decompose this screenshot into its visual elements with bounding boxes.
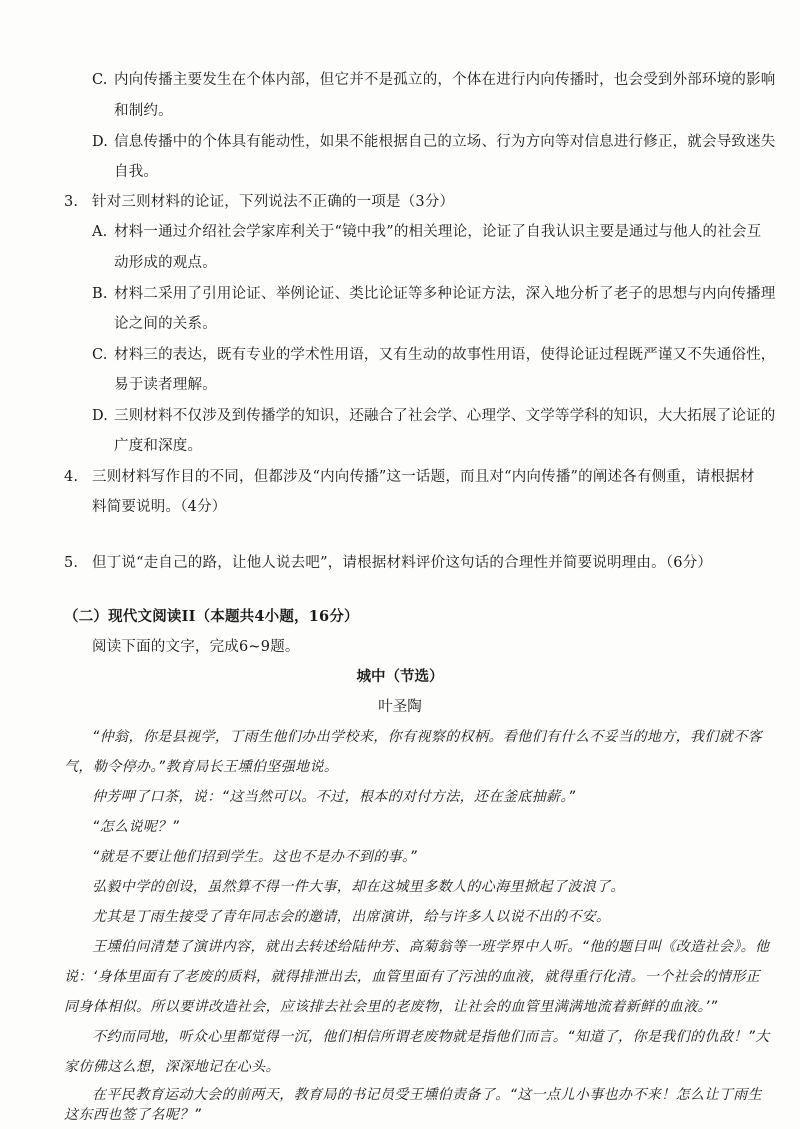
passage-line: 弘毅中学的创设，虽然算不得一件大事，却在这城里多数人的心海里掀起了波浪了。 (92, 879, 625, 895)
passage-author: 叶圣陶 (378, 699, 422, 715)
q4-stem (64, 467, 755, 487)
option-label: A. (92, 224, 108, 240)
passage-line: 不约而同地，听众心里都觉得一沉，他们相信所谓老废物就是指他们而言。“知道了，你是我们的仇敌！”大 (92, 1029, 770, 1045)
section-instruction: 阅读下面的文字，完成6~9题。 (92, 639, 300, 655)
passage-line: 尤其是丁雨生接受了青年同志会的邀请，出席演讲，给与许多人以说不出的不安。 (92, 909, 611, 925)
q3-option-a-cont: 动形成的观点。 (114, 255, 217, 271)
q4-stem-cont: 料简要说明。（4分） (92, 499, 227, 515)
option-text: 材料三的表达，既有专业的学术性用语，又有生动的故事性用语，使得论证过程既严谨又不失通俗性， (114, 347, 776, 363)
q5-stem (64, 553, 712, 573)
q3-option-d (92, 406, 776, 426)
q2-option-d (92, 132, 776, 152)
q3-option-d-cont: 广度和深度。 (114, 438, 203, 454)
question-text: 三则材料写作目的不同，但都涉及“内向传播”这一话题，而且对“内向传播”的阐述各有侧重，请根据材 (92, 469, 755, 485)
option-text: 信息传播中的个体具有能动性，如果不能根据自己的立场、行为方向等对信息进行修正，就会导致迷失 (114, 134, 776, 150)
q3-option-b-cont: 论之间的关系。 (114, 316, 217, 332)
q3-option-c (92, 345, 776, 365)
option-label: B. (92, 286, 108, 302)
passage-line: 家仿佛这么想，深深地记在心头。 (64, 1059, 280, 1075)
q3-option-b (92, 284, 776, 304)
passage-line: “怎么说呢？” (92, 819, 180, 835)
q3-option-c-cont: 易于读者理解。 (114, 377, 217, 393)
question-text: 但丁说“走自己的路，让他人说去吧”，请根据材料评价这句话的合理性并简要说明理由。（6分） (92, 555, 713, 571)
question-number: 5. (64, 555, 79, 571)
option-label: C. (92, 347, 108, 363)
passage-line: 仲芳呷了口茶，说：“这当然可以。不过，根本的对付方法，还在釜底抽薪。” (92, 789, 576, 805)
option-label: D. (92, 408, 109, 424)
option-text: 材料二采用了引用论证、举例论证、类比论证等多种论证方法，深入地分析了老子的思想与内向传播理 (114, 286, 776, 302)
passage-line: 王壎伯问清楚了演讲内容，就出去转述给陆仲芳、高菊翁等一班学界中人听。“他的题目叫《改造社会》。他 (92, 939, 770, 955)
passage-line: “就是不要让他们招到学生。这也不是办不到的事。” (92, 849, 418, 865)
option-label: D. (92, 134, 109, 150)
passage-line: 说：‘身体里面有了老废的质料，就得排泄出去，血管里面有了污浊的血液，就得重行化清。一个社会的情形正 (64, 969, 761, 985)
q2-option-c-cont: 和制约。 (114, 103, 173, 119)
passage-line: 同身体相似。所以要讲改造社会，应该排去社会里的老废物，让社会的血管里满满地流着新鲜的血液。’” (64, 999, 718, 1015)
passage-line: 在平民教育运动大会的前两天，教育局的书记员受王壎伯责备了。“这一点儿小事也办不来！怎么让丁雨生 (92, 1087, 763, 1103)
option-text: 内向传播主要发生在个体内部，但它并不是孤立的，个体在进行内向传播时，也会受到外部环境的影响 (114, 72, 776, 88)
option-text: 材料一通过介绍社会学家库利关于“镜中我”的相关理论，论证了自我认识主要是通过与他人的社会互 (114, 224, 762, 240)
section-heading: （二）现代文阅读II（本题共4小题，16分） (64, 608, 359, 625)
question-text: 针对三则材料的论证，下列说法不正确的一项是（3分） (92, 194, 455, 210)
question-number: 4. (64, 469, 79, 485)
option-label: C. (92, 72, 108, 88)
question-number: 3. (64, 194, 79, 210)
passage-line: 这东西也签了名呢？” (64, 1107, 202, 1123)
q2-option-d-cont: 自我。 (114, 164, 159, 180)
passage-line: “仲翁，你是县视学，丁雨生他们办出学校来，你有视察的权柄。看他们有什么不妥当的地方，我们就不客 (92, 729, 763, 745)
q3-option-a (92, 222, 761, 242)
passage-title: 城中（节选） (356, 668, 444, 685)
option-text: 三则材料不仅涉及到传播学的知识，还融合了社会学、心理学、文学等学科的知识，大大拓展了论证的 (114, 408, 776, 424)
q3-stem (64, 192, 454, 212)
passage-line: 气，勒令停办。”教育局长王壎伯坚强地说。 (64, 759, 339, 775)
q2-option-c (92, 70, 776, 90)
